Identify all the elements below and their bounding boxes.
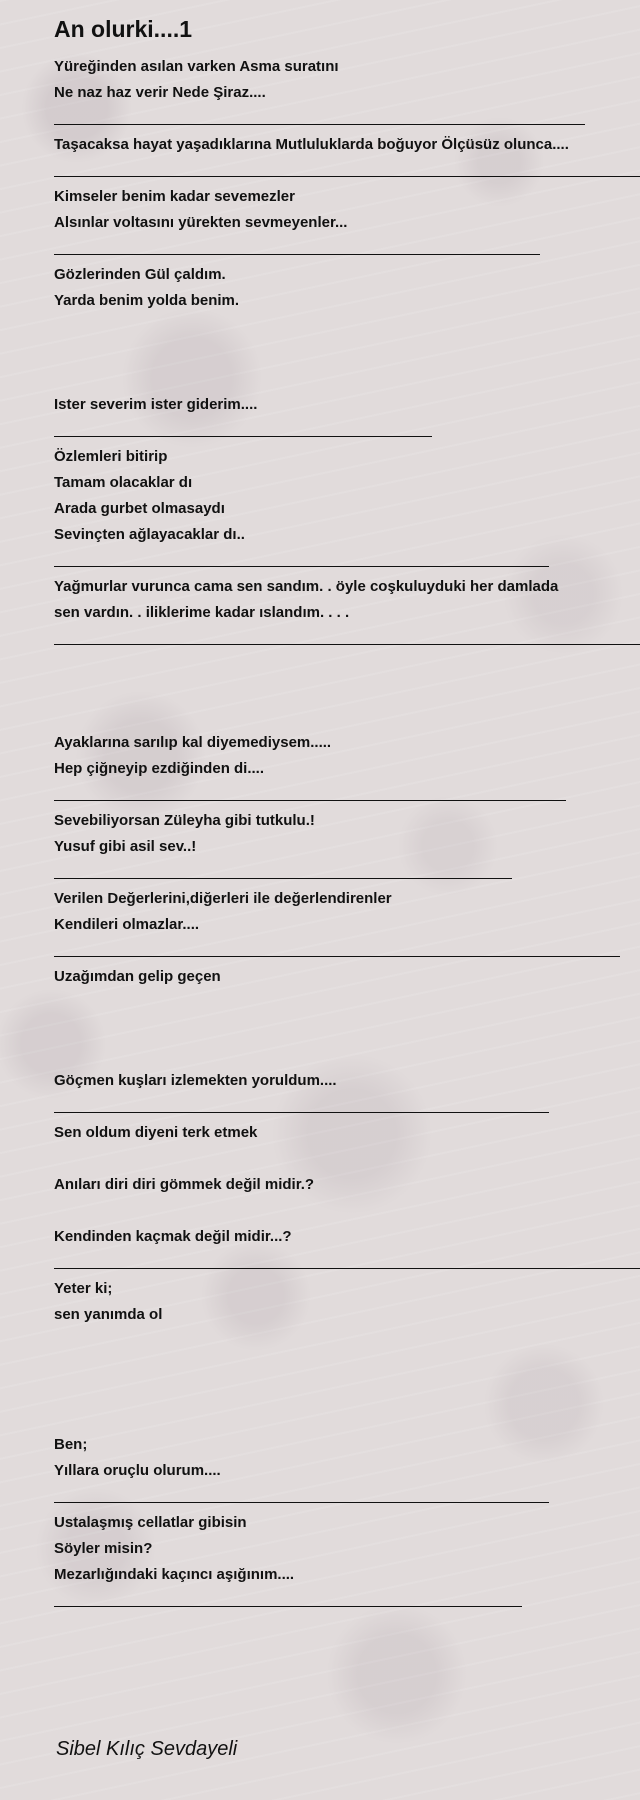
separator-rule <box>54 436 432 437</box>
poem-line: Arada gurbet olmasaydı <box>54 500 225 517</box>
poem-line: Alsınlar voltasını yürekten sevmeyenler... <box>54 214 348 231</box>
poem-title: An olurki....1 <box>54 16 193 42</box>
poem-line: Kimseler benim kadar sevemezler <box>54 188 295 205</box>
blank-line <box>54 1328 640 1354</box>
poem-line: Uzağımdan gelip geçen <box>54 968 221 985</box>
separator-line <box>54 106 640 132</box>
poem-line: Yüreğinden asılan varken Asma suratını <box>54 58 339 75</box>
poem-line: Taşacaksa hayat yaşadıklarına Mutluluklarda boğuyor Ölçüsüz olunca.... <box>54 136 569 153</box>
separator-line <box>54 1094 640 1120</box>
blank-line <box>54 1042 640 1068</box>
poem-line: Gözlerinden Gül çaldım. <box>54 266 226 283</box>
separator-rule <box>54 1112 549 1113</box>
blank-line <box>54 1406 640 1432</box>
separator-line <box>54 158 640 184</box>
blank-line <box>54 1016 640 1042</box>
blank-line <box>54 1354 640 1380</box>
poem-line: Tamam olacaklar dı <box>54 474 193 491</box>
poem-line: Göçmen kuşları izlemekten yoruldum.... <box>54 1072 337 1089</box>
blank-line <box>54 704 640 730</box>
poem <box>54 14 640 1614</box>
blank-line <box>54 340 640 366</box>
poem-line: Mezarlığındaki kaçıncı aşığınım.... <box>54 1566 295 1583</box>
separator-line <box>54 548 640 574</box>
separator-rule <box>54 124 585 125</box>
separator-rule <box>54 800 566 801</box>
poem-line: Yıllara oruçlu olurum.... <box>54 1462 221 1479</box>
poem-line: sen vardın. . iliklerime kadar ıslandım. . . . <box>54 604 350 621</box>
blank-line <box>54 652 640 678</box>
separator-line <box>54 1250 640 1276</box>
poem-line: Kendinden kaçmak değil midir...? <box>54 1228 292 1245</box>
separator-line <box>54 938 640 964</box>
poem-body <box>54 54 640 1614</box>
poem-line: Sevinçten ağlayacaklar dı.. <box>54 526 245 543</box>
poem-line: sen yanımda ol <box>54 1306 163 1323</box>
poem-line: Özlemleri bitirip <box>54 448 168 465</box>
poem-line: Ustalaşmış cellatlar gibisin <box>54 1514 247 1531</box>
poem-line: Ben; <box>54 1436 88 1453</box>
separator-rule <box>54 878 512 879</box>
poem-line: Ister severim ister giderim.... <box>54 396 258 413</box>
separator-line <box>54 418 640 444</box>
separator-rule <box>54 254 540 255</box>
blank-line <box>54 314 640 340</box>
poem-line: Yağmurlar vurunca cama sen sandım. . öyle coşkuluyduki her damlada <box>54 578 559 595</box>
blank-line <box>54 366 640 392</box>
separator-rule <box>54 956 620 957</box>
blank-line <box>54 678 640 704</box>
blank-line <box>54 1146 640 1172</box>
poem-line: Ne naz haz verir Nede Şiraz.... <box>54 84 266 101</box>
poem-line: Verilen Değerlerini,diğerleri ile değerlendirenler <box>54 890 392 907</box>
poem-line: Kendileri olmazlar.... <box>54 916 200 933</box>
poem-line: Söyler misin? <box>54 1540 153 1557</box>
separator-line <box>54 1588 640 1614</box>
separator-rule <box>54 644 640 645</box>
separator-rule <box>54 176 640 177</box>
poem-line: Yarda benim yolda benim. <box>54 292 240 309</box>
separator-line <box>54 236 640 262</box>
separator-line <box>54 626 640 652</box>
poem-signature: Sibel Kılıç Sevdayeli <box>56 1738 238 1760</box>
poem-line: Yusuf gibi asil sev..! <box>54 838 197 855</box>
separator-line <box>54 1484 640 1510</box>
blank-line <box>54 1198 640 1224</box>
separator-rule <box>54 1606 522 1607</box>
separator-rule <box>54 1268 640 1269</box>
poem-line: Yeter ki; <box>54 1280 113 1297</box>
blank-line <box>54 990 640 1016</box>
poem-line: Sen oldum diyeni terk etmek <box>54 1124 258 1141</box>
separator-rule <box>54 1502 549 1503</box>
separator-rule <box>54 566 549 567</box>
blank-line <box>54 1380 640 1406</box>
separator-line <box>54 782 640 808</box>
separator-line <box>54 860 640 886</box>
poem-line: Ayaklarına sarılıp kal diyemediysem..... <box>54 734 332 751</box>
poem-line: Hep çiğneyip ezdiğinden di.... <box>54 760 265 777</box>
poem-line: Anıları diri diri gömmek değil midir.? <box>54 1176 315 1193</box>
poem-line: Sevebiliyorsan Züleyha gibi tutkulu.! <box>54 812 315 829</box>
